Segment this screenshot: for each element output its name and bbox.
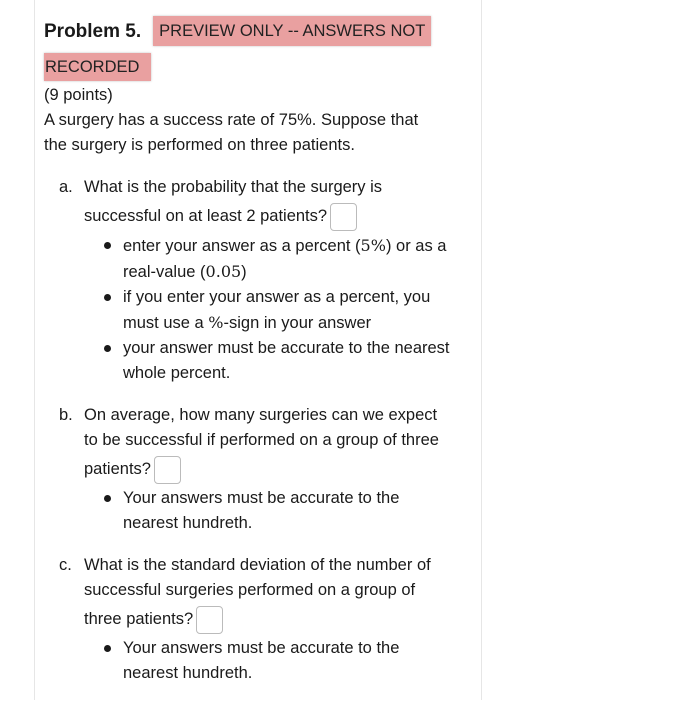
instructions-list (84, 636, 474, 686)
part-a (59, 175, 474, 386)
instruction-text: ) (241, 263, 247, 281)
bullet-icon (104, 495, 111, 502)
answer-input-c[interactable] (196, 606, 223, 634)
answer-input-a[interactable] (330, 203, 357, 231)
question-text: patients? (84, 460, 151, 478)
part-c (59, 553, 474, 686)
preview-notice: PREVIEW ONLY -- ANSWERS NOT (153, 16, 431, 46)
math-expression: % (208, 313, 224, 332)
problem-points: (9 points) (44, 86, 113, 104)
math-expression: 5% (360, 236, 386, 255)
instruction-item (84, 636, 474, 686)
instruction-text: enter your answer as a percent ( (123, 237, 361, 255)
question-text: to be successful if performed on a group of three (84, 431, 439, 449)
part-letter: c. (59, 556, 72, 574)
question-text: successful surgeries performed on a group of (84, 581, 416, 599)
instruction-text: must use a (123, 314, 209, 332)
instruction-text: your answer must be accurate to the nearest (123, 339, 450, 357)
answer-input-b[interactable] (154, 456, 181, 484)
bullet-icon (104, 345, 111, 352)
instruction-text: ) or as a (385, 237, 447, 255)
instruction-text: whole percent. (123, 364, 231, 382)
bullet-icon (104, 242, 111, 249)
instructions-list (84, 233, 474, 386)
bullet-icon (104, 294, 111, 301)
instruction-text: nearest hundreth. (123, 514, 253, 532)
instruction-item (84, 233, 474, 285)
question-text: What is the probability that the surgery is (84, 178, 383, 196)
instruction-text: if you enter your answer as a percent, you (123, 288, 431, 306)
problem-header (44, 14, 474, 48)
instruction-item (84, 486, 474, 536)
bullet-icon (104, 645, 111, 652)
math-expression: 0.05 (205, 262, 242, 281)
instruction-text: real-value ( (123, 263, 206, 281)
instruction-text: nearest hundreth. (123, 664, 253, 682)
question-text: three patients? (84, 610, 194, 628)
instruction-text: Your answers must be accurate to the (123, 489, 400, 507)
question-text: On average, how many surgeries can we expect (84, 406, 438, 424)
part-letter: b. (59, 406, 73, 424)
instruction-text: Your answers must be accurate to the (123, 639, 400, 657)
problem-panel (34, 0, 482, 700)
question-text: What is the standard deviation of the number of (84, 556, 431, 574)
instruction-item (84, 336, 474, 386)
preview-notice-continued: RECORDED (44, 53, 151, 81)
instruction-item (84, 285, 474, 336)
instruction-text: -sign in your answer (223, 314, 372, 332)
part-letter: a. (59, 178, 73, 196)
instructions-list (84, 486, 474, 536)
question-text: successful on at least 2 patients? (84, 207, 328, 225)
problem-content (44, 14, 474, 703)
problem-statement-line: the surgery is performed on three patients. (44, 136, 355, 154)
problem-statement (44, 108, 474, 158)
part-b (59, 403, 474, 536)
problem-parts (44, 175, 474, 686)
problem-statement-line: A surgery has a success rate of 75%. Suppose that (44, 111, 419, 129)
problem-title: Problem 5. (44, 20, 142, 42)
